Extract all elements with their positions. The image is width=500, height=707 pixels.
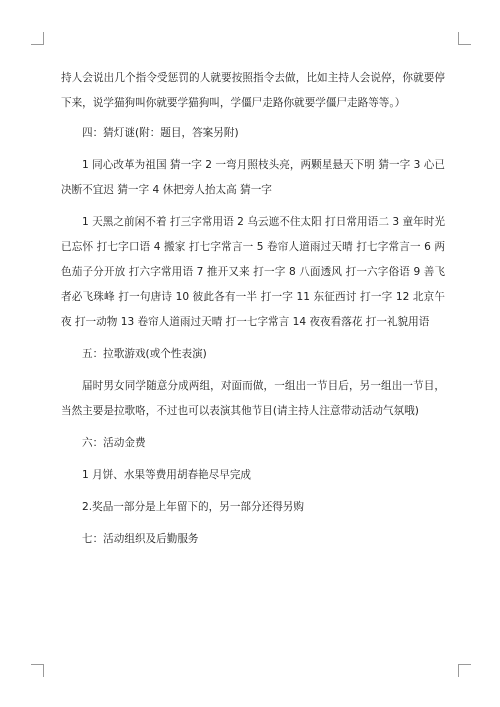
section-6-heading: 六：活动金费 <box>82 437 146 449</box>
funding-item-2: 2.奖品一部分是上年留下的，另一部分还得另购 <box>82 501 304 513</box>
funding-item-1: 1 月饼、水果等费用胡春艳尽早完成 <box>82 469 252 481</box>
crop-mark-top-left <box>31 32 44 45</box>
document-body <box>61 66 445 559</box>
singing-game-paragraph: 届时男女同学随意分成两组，对面而做，一组出一节目后，另一组出一节目，当然主要是拉歌咯，不过也可以表演其他节目(请主持人注意带动活动气氛哦) <box>61 380 445 417</box>
crop-mark-bottom-left <box>31 664 44 677</box>
crop-mark-top-right <box>458 32 471 45</box>
continued-paragraph: 持人会说出几个指令受惩罚的人就要按照指令去做，比如主持人会说停，你就要停下来，说学猫狗叫你就要学猫狗叫，学僵尸走路你就要学僵尸走路等等。） <box>61 72 445 109</box>
section-5-heading: 五：拉歌游戏(或个性表演) <box>82 348 207 360</box>
section-7-heading: 七：活动组织及后勤服务 <box>82 533 199 545</box>
riddles-paragraph-2: 1 天黑之前闲不着 打三字常用语 2 乌云遮不住太阳 打日常用语二 3 童年时光已忘怀 打七字口语 4 搬家 打七字常言一 5 卷帘人道雨过天晴 打七字常言一 6 两色茄子分开放 打六字常用语 7 推开又来 打一字 8 八面透风 打一六字俗语 9 善飞者必飞珠峰 打一句唐诗 10 彼此各有一半 打一字 11 东征西讨 打一字 12 北京午夜 打一动物 13 卷帘人道雨过天晴 打一七字常言 14 夜夜看落花 打一礼貌用语 <box>61 216 445 328</box>
section-4-heading: 四：猜灯谜(附：题目，答案另附) <box>82 127 239 139</box>
crop-mark-bottom-right <box>458 664 471 677</box>
riddles-paragraph-1: 1 同心改革为祖国 猜一字 2 一弯月照枝头亮，两颗星悬天下明 猜一字 3 心已决断不宜迟 猜一字 4 休把旁人抬太高 猜一字 <box>61 159 445 196</box>
